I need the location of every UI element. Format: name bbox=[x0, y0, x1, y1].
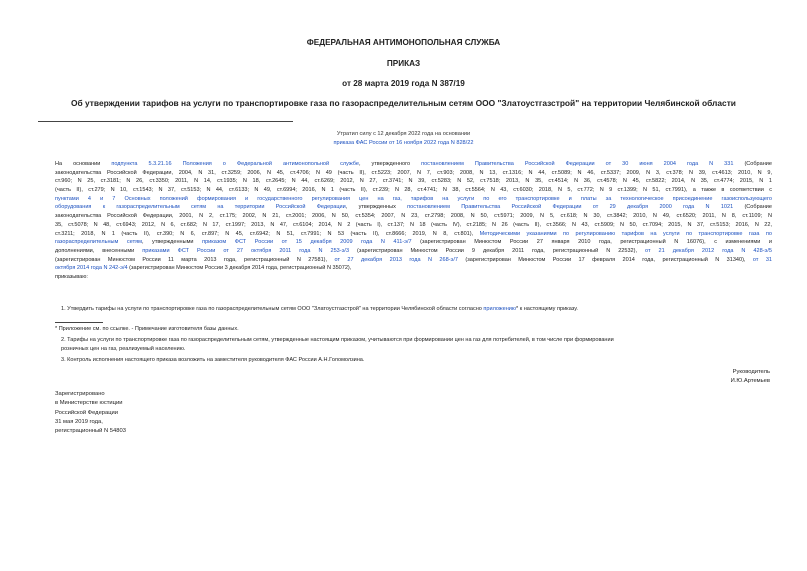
preamble-line bbox=[55, 212, 772, 221]
status-note: Утратил силу с 12 декабря 2022 года на основании bbox=[336, 131, 471, 137]
preamble-line bbox=[55, 238, 772, 247]
signature-block bbox=[570, 368, 770, 385]
legal-reference-link[interactable]: октября 2014 года N 242-э/4 bbox=[55, 265, 128, 272]
preamble-text: (зарегистрирован Минюстом России 11 марта 2013 года, регистрационный N 27581), bbox=[55, 256, 335, 263]
appendix-link[interactable]: приложению bbox=[483, 306, 517, 312]
preamble-paragraph bbox=[55, 160, 772, 282]
preamble-line bbox=[55, 160, 772, 169]
preamble-line bbox=[55, 177, 772, 186]
preamble-text: 35, ст.5078; N 48, ст.6943; 2012, N 6, ст.682; N 17, ст.1997; 2013, N 47, ст.6104; 2014, N 2 (часть I), ст.137; N 18 (часть IV), ст.2185; N 26 (часть II), ст.3566; N 43, ст.5909; N 50, ст.7094; 2015, N 37, ст.5153; 2016, N 22, bbox=[55, 221, 772, 228]
item-1-text: 1. Утвердить тарифы на услуги по транспортировке газа по газораспределительным сетям ООО "Златоустгазстрой" на территории Челябинской области согласно bbox=[61, 306, 484, 312]
preamble-text: (зарегистрирован Минюстом России 9 декабря 2011 года, регистрационный N 22532), bbox=[349, 247, 646, 254]
preamble-text: (зарегистрирован Минюстом России 27 января 2010 года, регистрационный N 16076), с изменениями и bbox=[411, 239, 772, 246]
registration-line: в Министерстве юстиции bbox=[55, 400, 123, 407]
preamble-text: (Собрание bbox=[733, 204, 772, 211]
legal-reference-link[interactable]: Методическими указаниями по регулированию тарифов на услуги по транспортировке газа по bbox=[479, 230, 772, 237]
preamble-text: (Собрание bbox=[733, 161, 772, 167]
registration-line: регистрационный N 54803 bbox=[55, 428, 126, 435]
preamble-line bbox=[55, 203, 772, 212]
preamble-line bbox=[55, 230, 772, 239]
preamble-text: , утвержденного bbox=[358, 161, 422, 167]
preamble-line bbox=[55, 264, 772, 273]
preamble-text: ст.960; N 25, ст.3181; N 26, ст.3350; 2011, N 14, ст.1935; N 18, ст.2645; N 44, ст.6269; 2012, N 27, ст.3741; N 39, ст.5283; N 52, ст.7518; 2013, N 35, ст.4514; N 36, ст.4578; N 45, ст.5822; 2014, N 35, ст.4774; 2015, N 1 bbox=[55, 178, 772, 185]
footnote-divider bbox=[55, 322, 103, 323]
item-2-paragraph bbox=[55, 336, 772, 353]
legal-reference-link[interactable]: пунктами 4 и 7 Основных положений формирования и государственного регулирования цен на газ, тарифов на услуги по его транспортировке и платы за технологическое присоединение газоиспользующего bbox=[55, 195, 772, 202]
registration-block bbox=[55, 390, 255, 436]
legal-reference-link[interactable]: постановлением Правительства Российской Федерации от 29 декабря 2000 года N 1021 bbox=[407, 204, 734, 211]
legal-reference-link[interactable]: приказом ФСТ России от 15 декабря 2009 года N 411-э/7 bbox=[202, 239, 412, 246]
item-2-line-2: розничных цен на газ, реализуемый населению. bbox=[61, 345, 186, 352]
legal-reference-link[interactable]: от 31 bbox=[752, 256, 772, 263]
signatory-name: И.Ю.Артемьев bbox=[730, 377, 770, 384]
preamble-text: дополнениями, внесенными bbox=[55, 247, 143, 254]
preamble-line bbox=[55, 247, 772, 256]
preamble-line bbox=[55, 195, 772, 204]
status-note-line2 bbox=[0, 140, 807, 146]
footnote: * Приложение см. по ссылке. - Примечание изготовителя базы данных. bbox=[55, 326, 239, 332]
preamble-line bbox=[55, 221, 772, 230]
item-2-line-1: 2. Тарифы на услуги по транспортировке газа по газораспределительным сетям, утвержденные настоящим приказом, учитываются при формировании цен на газ для потребителей, в том числе при формировании bbox=[61, 337, 614, 343]
repeal-order-link[interactable]: приказа ФАС России от 16 ноября 2022 года N 828/22 bbox=[333, 140, 474, 146]
preamble-line bbox=[55, 273, 772, 282]
item-3-paragraph: 3. Контроль исполнения настоящего приказа возложить на заместителя руководителя ФАС России А.Н.Голомолзина. bbox=[61, 357, 365, 363]
preamble-line bbox=[55, 186, 772, 195]
legal-reference-link[interactable]: газораспределительным сетям bbox=[55, 239, 142, 246]
preamble-text: (часть II), ст.279; N 10, ст.1543; N 37, ст.5153; N 44, ст.6133; N 49, ст.6994; 2016, N 1 (часть II), ст.239; N 28, ст.4741; N 38, ст.5564; N 43, ст.6030; 2018, N 5, ст.772; N 9 ст.1399; N 51, ст.7991), а также в соответствии с bbox=[55, 187, 772, 194]
preamble-line bbox=[55, 169, 772, 178]
header-divider bbox=[38, 121, 293, 122]
preamble-text: , утвержденными bbox=[141, 239, 203, 246]
preamble-text: , утвержденных bbox=[345, 204, 408, 211]
legal-reference-link[interactable]: от 27 декабря 2013 года N 268-э/7 bbox=[334, 256, 458, 263]
preamble-text: приказываю: bbox=[55, 273, 88, 280]
preamble-text: (зарегистрирован Минюстом России 17 февраля 2014 года, регистрационный N 31340), bbox=[457, 256, 753, 263]
preamble-text: законодательства Российской Федерации, 2001, N 2, ст.175; 2002, N 21, ст.2001; 2006, N 50, ст.5354; 2007, N 23, ст.2798; 2008, N 50, ст.5971; 2009, N 5, ст.618; N 30, ст.3842; 2010, N 49, ст.6520; 2011, N 8, ст.1109; N bbox=[55, 213, 772, 220]
item-1-paragraph bbox=[55, 305, 772, 314]
legal-reference-link[interactable]: приказами ФСТ России от 27 октября 2011 года N 253-э/3 bbox=[142, 247, 350, 254]
signatory-role: Руководитель bbox=[732, 369, 770, 375]
date-number-heading: от 28 марта 2019 года N 387/19 bbox=[342, 79, 465, 88]
preamble-line bbox=[55, 256, 772, 265]
item-1-tail: * к настоящему приказу. bbox=[516, 306, 578, 312]
preamble-text: законодательства Российской Федерации, 2004, N 31, ст.3259; 2006, N 45, ст.4706; N 49 (часть II), ст.5223; 2007, N 7, ст.903; 2008, N 13, ст.1316; N 44, ст.5089; N 46, ст.5337; 2009, N 3, ст.378; N 39, ст.4613; 2010, N 9, bbox=[55, 169, 772, 176]
registration-line: Зарегистрировано bbox=[55, 391, 105, 397]
preamble-text: ст.3211; 2018, N 1 (часть II), ст.390; N 6, ст.897; N 45, ст.6942; N 51, ст.7991; N 53 (часть II), ст.8666; 2019, N 8, ст.801), bbox=[55, 230, 480, 237]
legal-reference-link[interactable]: подпункта 5.3.21.16 Положения о Федеральной антимонопольной службе bbox=[111, 161, 359, 167]
agency-heading: ФЕДЕРАЛЬНАЯ АНТИМОНОПОЛЬНАЯ СЛУЖБА bbox=[306, 38, 501, 47]
document-title: Об утверждении тарифов на услуги по транспортировке газа по газораспределительным сетям ООО "Златоустгазстрой" на территории Челябинской области bbox=[71, 98, 736, 108]
preamble-text: На основании bbox=[55, 161, 112, 167]
legal-reference-link[interactable]: от 21 декабря 2012 года N 428-э/5 bbox=[645, 247, 772, 254]
legal-reference-link[interactable]: оборудования к газораспределительным сетям на территории Российской Федерации bbox=[55, 204, 346, 211]
preamble-text: (зарегистрирован Минюстом России 3 декабря 2014 года, регистрационный N 35072), bbox=[127, 265, 352, 272]
doc-type-heading: ПРИКАЗ bbox=[386, 59, 421, 68]
legal-reference-link[interactable]: постановлением Правительства Российской Федерации от 30 июня 2004 года N 331 bbox=[421, 161, 734, 167]
registration-line: 31 мая 2019 года, bbox=[55, 418, 103, 425]
registration-line: Российской Федерации bbox=[55, 409, 119, 416]
